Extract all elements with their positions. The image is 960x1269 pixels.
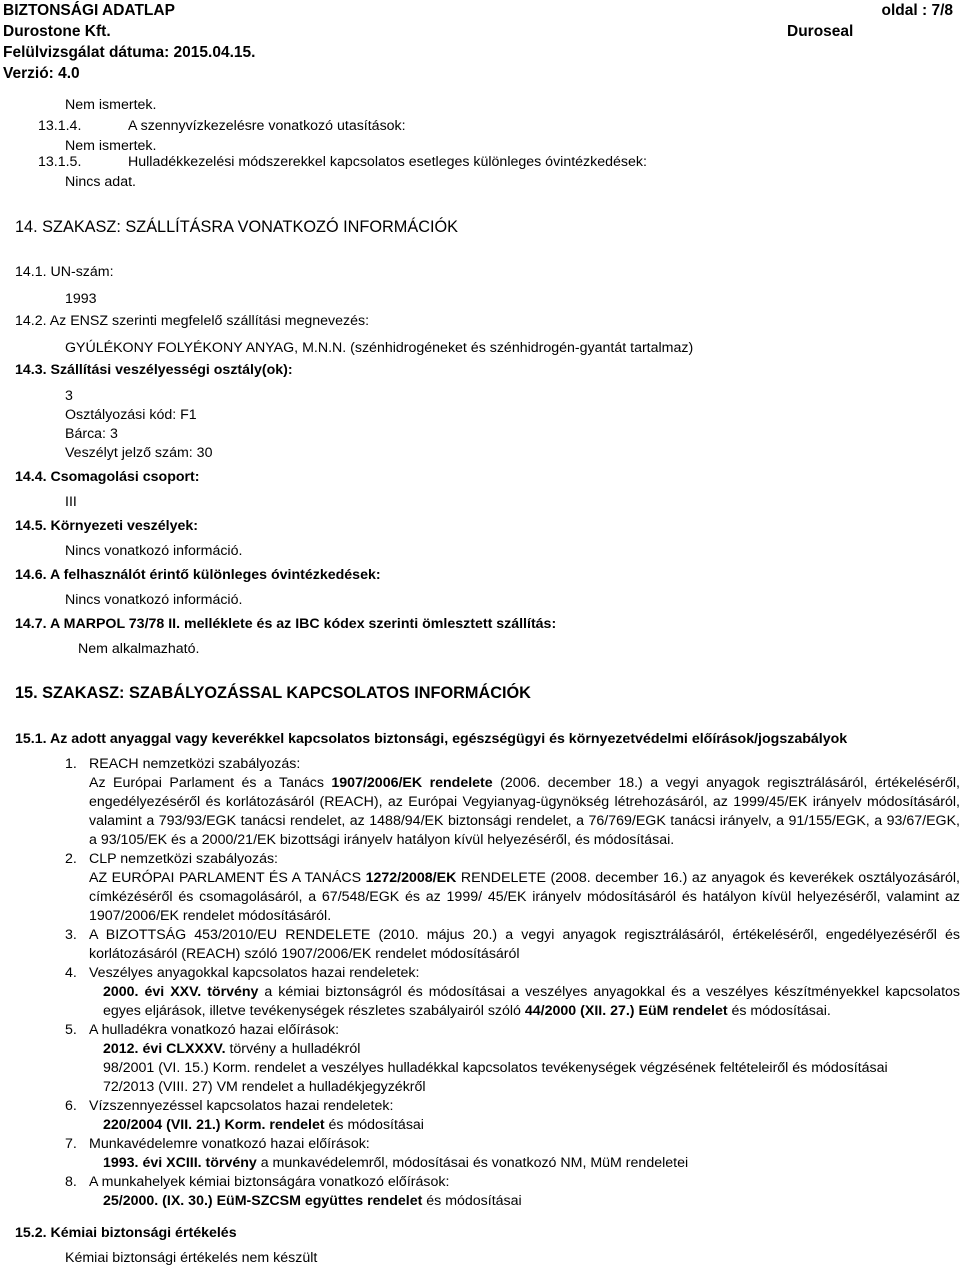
product-name: Duroseal xyxy=(787,23,854,40)
item-number: 6. xyxy=(65,1098,77,1114)
s14-3-value-a: 3 xyxy=(65,388,73,404)
s13-item4 xyxy=(38,117,406,136)
regulations-list xyxy=(65,755,960,1211)
item6-text xyxy=(103,1116,960,1135)
s14-6-heading: 14.6. A felhasználót érintő különleges óvintézkedések: xyxy=(15,567,381,583)
s14-2-value: GYÚLÉKONY FOLYÉKONY ANYAG, M.N.N. (szénhidrogéneket és szénhidrogén-gyantát tartalmaz) xyxy=(65,340,694,356)
s14-3-heading: 14.3. Szállítási veszélyességi osztály(ok): xyxy=(15,362,293,378)
s14-2-heading: 14.2. Az ENSZ szerinti megfelelő szállítási megnevezés: xyxy=(15,313,370,329)
s14-7-heading: 14.7. A MARPOL 73/78 II. melléklete és az IBC kódex szerinti ömlesztett szállítás: xyxy=(15,616,557,632)
list-item xyxy=(65,850,960,926)
s13-item4-num: 13.1.4. xyxy=(38,118,82,134)
item8-text-a: 25/2000. (IX. 30.) EüM-SZCSM együttes rendelet xyxy=(103,1193,423,1209)
s15-2-heading: 15.2. Kémiai biztonsági értékelés xyxy=(15,1225,237,1241)
s14-6-value: Nincs vonatkozó információ. xyxy=(65,592,243,608)
s14-4-heading: 14.4. Csomagolási csoport: xyxy=(15,469,200,485)
list-item xyxy=(65,1135,960,1173)
s13-line0: Nem ismertek. xyxy=(65,97,157,113)
s14-3-value-b: Osztályozási kód: F1 xyxy=(65,407,197,423)
item7-text-b: a munkavédelemről, módosításai és vonatkozó NM, MüM rendeletei xyxy=(256,1155,689,1171)
item4-text-d: és módosításai. xyxy=(727,1003,831,1019)
item4-text xyxy=(103,983,960,1021)
page-number: oldal : 7/8 xyxy=(881,2,953,19)
item7-text-a: 1993. évi XCIII. törvény xyxy=(103,1155,257,1171)
item1-text xyxy=(89,774,960,850)
item4-text-c: 44/2000 (XII. 27.) EüM rendelet xyxy=(524,1003,728,1019)
list-item xyxy=(65,926,960,964)
item2-text-b: 1272/2008/EK xyxy=(365,870,457,886)
s13-item5 xyxy=(38,153,647,172)
item5-line1 xyxy=(103,1040,960,1059)
item1-text-c: (2006. december 18.) a vegyi anyagok regisztrálásáról, értékeléséről, engedélyezéséről és korlátozásáról (REACH), az Európai Vegyianyag-ügynökség létrehozásáról, az 1999/45/EK irányelv módosításáról, valamint a 793/93/EGK tanácsi rendelet, az 1488/94/EK biztonsági rendelet, a 76/769/EGK tanácsi irányelv, a 91/155/EGK, a 93/67/EGK, a 93/105/EK és a 2000/21/EK bizottsági irányelv hatályon kívül helyezéséről, és módosításai. xyxy=(89,775,960,848)
s13-item5-num: 13.1.5. xyxy=(38,154,82,170)
list-item xyxy=(65,755,960,850)
item-number: 4. xyxy=(65,965,77,981)
item5-text-b: törvény a hulladékról xyxy=(225,1041,361,1057)
doc-title: BIZTONSÁGI ADATLAP xyxy=(3,2,175,19)
item5-head: A hulladékra vonatkozó hazai előírások: xyxy=(89,1022,340,1038)
item-number: 1. xyxy=(65,756,77,772)
item5-line2: 98/2001 (VI. 15.) Korm. rendelet a veszélyes hulladékkal kapcsolatos tevékenységek végzésének feltételeiről és módosításai xyxy=(103,1060,888,1076)
item-number: 2. xyxy=(65,851,77,867)
item8-text xyxy=(103,1192,960,1211)
item1-text-a: Az Európai Parlament és a Tanács xyxy=(89,775,332,791)
item6-text-a: 220/2004 (VII. 21.) Korm. rendelet xyxy=(103,1117,325,1133)
s13-item4-value: Nem ismertek. xyxy=(65,138,157,154)
item7-head: Munkavédelemre vonatkozó hazai előírások: xyxy=(89,1136,370,1152)
s15-1-heading: 15.1. Az adott anyaggal vagy keverékkel kapcsolatos biztonsági, egészségügyi és környezetvédelmi előírások/jogszabályok xyxy=(15,731,848,747)
s14-3-value-d: Veszélyt jelző szám: 30 xyxy=(65,445,213,461)
version: Verzió: 4.0 xyxy=(3,65,80,82)
item-number: 7. xyxy=(65,1136,77,1152)
s14-7-value: Nem alkalmazható. xyxy=(78,641,200,657)
s14-3-value-c: Bárca: 3 xyxy=(65,426,118,442)
document-header xyxy=(3,0,953,84)
item8-text-b: és módosításai xyxy=(422,1193,522,1209)
item2-text xyxy=(89,869,960,926)
item4-text-b: a kémiai biztonságról és módosításai a veszélyes anyagokkal és a veszélyes készítményekkel kapcsolatos egyes eljárások, illetve tevékenységek részletes szabályairól szóló xyxy=(103,984,960,1019)
item-number: 3. xyxy=(65,927,77,943)
company-name: Durostone Kft. xyxy=(3,23,111,40)
item6-head: Vízszennyezéssel kapcsolatos hazai rendeletek: xyxy=(89,1098,394,1114)
item-number: 5. xyxy=(65,1022,77,1038)
list-item xyxy=(65,1021,960,1097)
s14-5-value: Nincs vonatkozó információ. xyxy=(65,543,243,559)
s14-5-heading: 14.5. Környezeti veszélyek: xyxy=(15,518,198,534)
item2-head: CLP nemzetközi szabályozás: xyxy=(89,851,278,867)
list-item xyxy=(65,1173,960,1211)
s13-item5-value: Nincs adat. xyxy=(65,174,136,190)
item5-text-a: 2012. évi CLXXXV. xyxy=(103,1041,226,1057)
item4-head: Veszélyes anyagokkal kapcsolatos hazai rendeletek: xyxy=(89,965,420,981)
item1-text-b: 1907/2006/EK rendelete xyxy=(331,775,493,791)
s14-1-heading: 14.1. UN-szám: xyxy=(15,264,114,280)
item6-text-b: és módosításai xyxy=(324,1117,424,1133)
s15-2-value: Kémiai biztonsági értékelés nem készült xyxy=(65,1250,318,1266)
item2-text-c: RENDELETE (2008. december 16.) az anyagok és keverékek osztályozásáról, címkézéséről és csomagolásáról, a 67/548/EGK és az 1999/ 45/EK irányelv módosításáról és hatályon kívül helyezéséről, valamint az 1907/2006/EK rendelet módosításáról. xyxy=(89,870,960,924)
item-number: 8. xyxy=(65,1174,77,1190)
s14-4-value: III xyxy=(65,494,77,510)
list-item xyxy=(65,1097,960,1135)
item7-text xyxy=(103,1154,960,1173)
review-date: Felülvizsgálat dátuma: 2015.04.15. xyxy=(3,44,256,61)
s13-item4-title: A szennyvízkezelésre vonatkozó utasítások: xyxy=(128,118,406,134)
item2-text-a: AZ EURÓPAI PARLAMENT ÉS A TANÁCS xyxy=(89,870,366,886)
s13-item5-title: Hulladékkezelési módszerekkel kapcsolatos esetleges különleges óvintézkedések: xyxy=(128,154,647,170)
item3-text: A BIZOTTSÁG 453/2010/EU RENDELETE (2010. május 20.) a vegyi anyagok regisztrálásáról, értékeléséről, engedélyezéséről és korlátozásáról (REACH) szóló 1907/2006/EK rendelet módosításáról xyxy=(89,927,960,962)
item1-head: REACH nemzetközi szabályozás: xyxy=(89,756,301,772)
item8-head: A munkahelyek kémiai biztonságára vonatkozó előírások: xyxy=(89,1174,450,1190)
section-15-title: 15. SZAKASZ: SZABÁLYOZÁSSAL KAPCSOLATOS INFORMÁCIÓK xyxy=(15,684,531,702)
list-item xyxy=(65,964,960,1021)
s14-1-value: 1993 xyxy=(65,291,97,307)
item4-text-a: 2000. évi XXV. törvény xyxy=(103,984,259,1000)
item5-line3: 72/2013 (VIII. 27) VM rendelet a hulladékjegyzékről xyxy=(103,1079,426,1095)
section-14-title: 14. SZAKASZ: SZÁLLÍTÁSRA VONATKOZÓ INFORMÁCIÓK xyxy=(15,218,459,236)
